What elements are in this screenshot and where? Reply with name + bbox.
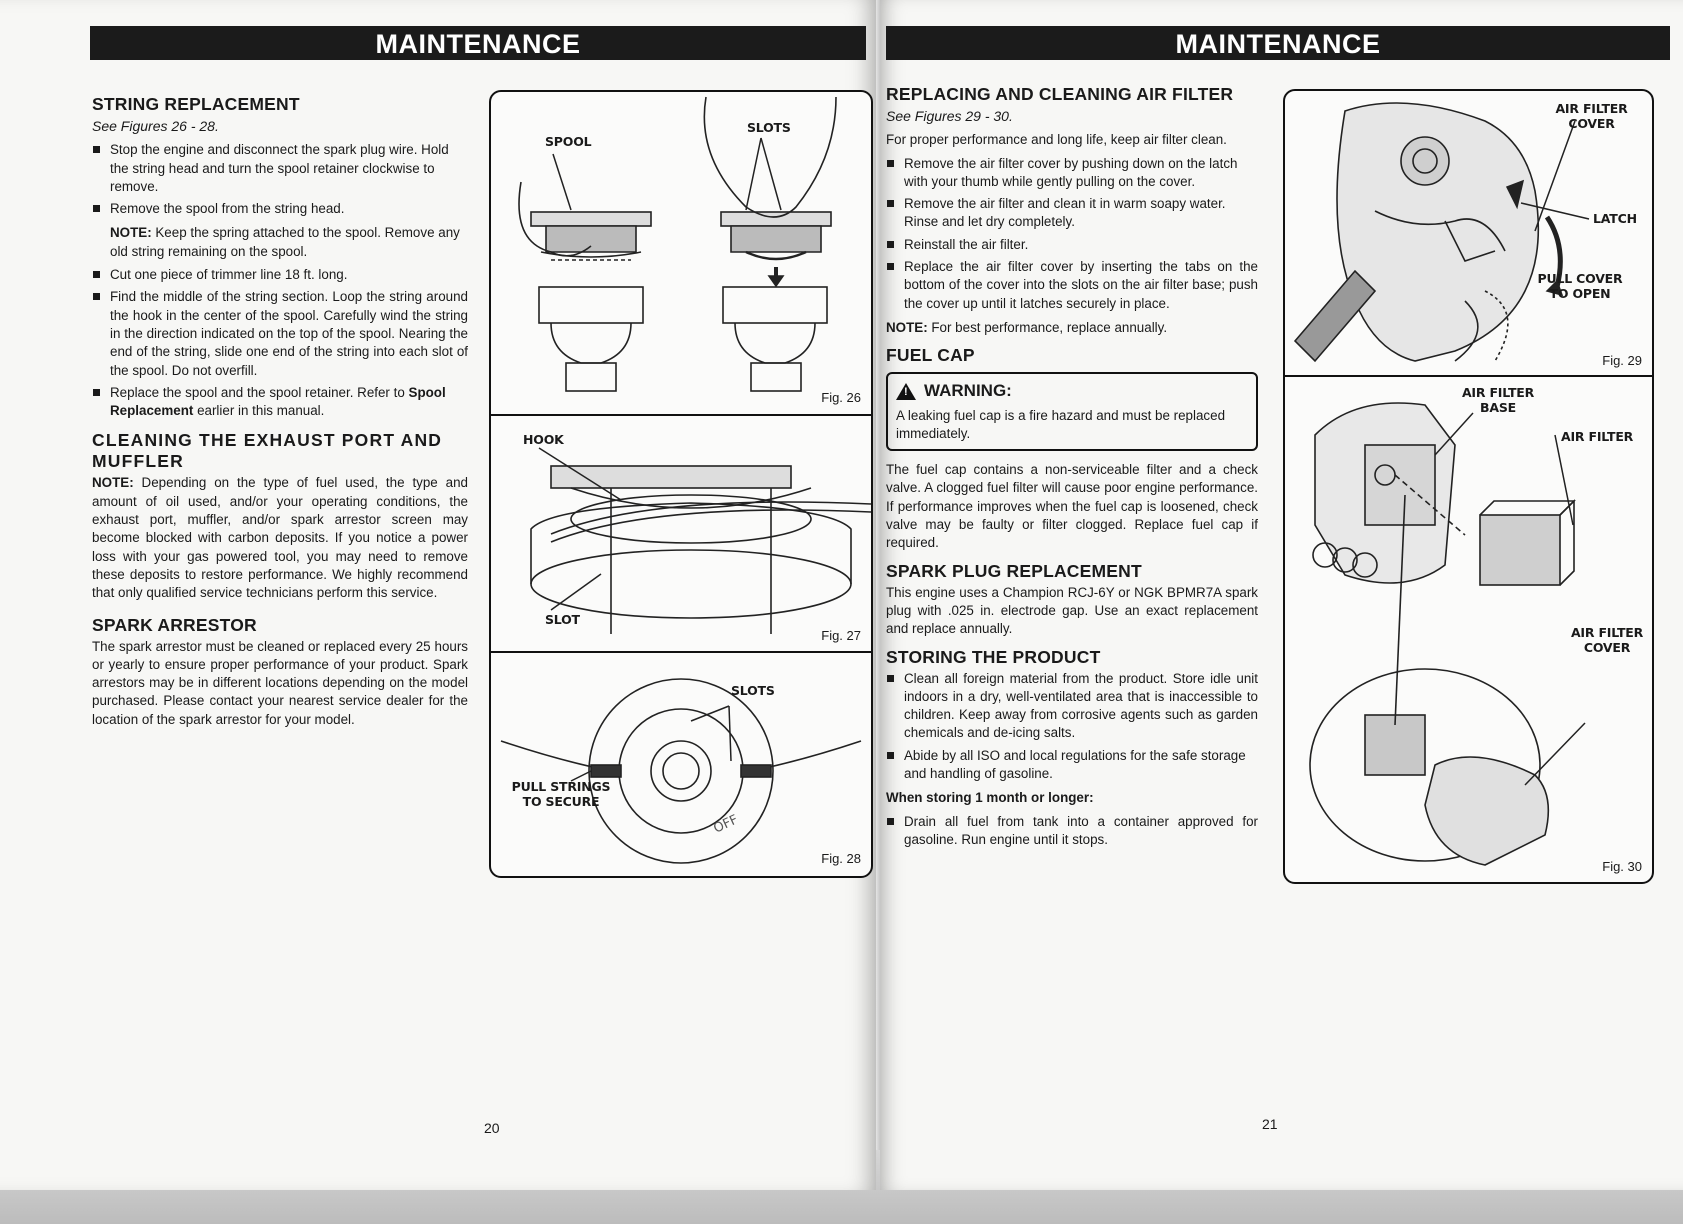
section-title-spark-plug: SPARK PLUG REPLACEMENT <box>886 560 1142 581</box>
warning-header <box>896 382 1248 400</box>
note-label: NOTE: <box>886 319 928 335</box>
figure-label: Fig. 29 <box>1602 353 1642 368</box>
callout-air-filter: AIR FILTER <box>1561 429 1634 444</box>
string-head-diagram <box>491 651 871 876</box>
paragraph: The spark arrestor must be cleaned or replaced every 25 hours or yearly to ensure proper performance of your product. Spark arrestors may be in different locations depending on the model purchased. Please contact your nearest service dealer for the location of the spark arrestor for your model. <box>92 638 468 727</box>
section-title-air-filter: REPLACING AND CLEANING AIR FILTER <box>886 84 1234 104</box>
paragraph: For proper performance and long life, keep air filter clean. <box>886 132 1227 148</box>
list-item-text: Replace the spool and the spool retainer. Refer to <box>110 384 409 400</box>
figure-label: Fig. 30 <box>1602 859 1642 874</box>
note-text: Depending on the type of fuel used, the type and amount of oil used, and/or your operating conditions, the exhaust port, muffler, and/or spark arrestor screen may become blocked with carbon deposits. If you notice a power loss with your gas powered tool, you may need to remove these deposits to restore performance. We highly recommend that only qualified service technicians perform this service. <box>92 475 468 601</box>
figure-box-26-28 <box>489 90 873 878</box>
list-item: Remove the air filter cover by pushing down on the latch with your thumb while gently pulling on the cover. <box>886 155 1258 192</box>
list-item: Remove the air filter and clean it in warm soapy water. Rinse and let dry completely. <box>886 195 1258 232</box>
warning-title: WARNING: <box>924 381 1012 401</box>
note-label: NOTE: <box>110 225 152 241</box>
page-header: MAINTENANCE <box>90 26 866 60</box>
figure-label: Fig. 28 <box>821 851 861 866</box>
note <box>886 319 1258 337</box>
list-item: Abide by all ISO and local regulations for the safe storage and handling of gasoline. <box>886 747 1258 784</box>
bullet-list <box>92 266 468 420</box>
warning-box <box>886 372 1258 451</box>
callout-pull-strings: PULL STRINGS TO SECURE <box>511 779 611 809</box>
callout-latch: LATCH <box>1593 211 1637 226</box>
paragraph: The fuel cap contains a non-serviceable filter and a check valve. A clogged fuel filter will cause poor engine performance. If performance improves when the fuel cap is loosened, check valve may be faulty or filter clogged. Replace fuel cap if required. <box>886 462 1258 551</box>
page-21 <box>880 0 1683 1190</box>
list-item: Stop the engine and disconnect the spark plug wire. Hold the string head and turn the spool retainer clockwise to remove. <box>92 141 468 196</box>
figure-29 <box>1285 91 1652 377</box>
callout-air-filter-base: AIR FILTER BASE <box>1461 385 1535 415</box>
callout-air-filter-cover: AIR FILTER COVER <box>1555 101 1628 131</box>
figure-label: Fig. 27 <box>821 628 861 643</box>
section-title-spark-arrestor: SPARK ARRESTOR <box>92 614 257 635</box>
figure-27 <box>491 414 871 653</box>
air-filter-cover-diagram <box>1285 91 1652 375</box>
bullet-list <box>886 155 1258 313</box>
dial-text: OFF <box>711 812 741 837</box>
figure-reference: See Figures 29 - 30. <box>886 108 1013 124</box>
warning-triangle-icon: ! <box>896 383 916 400</box>
section-title-storing: STORING THE PRODUCT <box>886 646 1101 667</box>
list-item: Drain all fuel from tank into a container approved for gasoline. Run engine until it stops. <box>886 813 1258 850</box>
list-item <box>92 384 468 421</box>
note-text: For best performance, replace annually. <box>927 319 1168 335</box>
page-number: 20 <box>484 1120 500 1136</box>
callout-hook: HOOK <box>523 432 564 447</box>
subheading: When storing 1 month or longer: <box>886 790 1094 806</box>
note <box>92 474 468 602</box>
cross-reference: Spool Replacement <box>110 384 446 419</box>
list-item: Cut one piece of trimmer line 18 ft. long. <box>92 266 468 284</box>
callout-air-filter-cover: AIR FILTER COVER <box>1570 625 1644 655</box>
paragraph: This engine uses a Champion RCJ-6Y or NGK BPMR7A spark plug with .025 in. electrode gap. Use an exact replacement and replace annually. <box>886 584 1258 637</box>
callout-pull-cover: PULL COVER TO OPEN <box>1537 271 1623 301</box>
section-title-exhaust: CLEANING THE EXHAUST PORT AND MUFFLER <box>92 430 443 472</box>
bullet-list <box>92 141 468 218</box>
warning-text: A leaking fuel cap is a fire hazard and must be replaced immediately. <box>896 407 1226 441</box>
section-title-fuel-cap: FUEL CAP <box>886 345 975 366</box>
note <box>92 224 468 261</box>
list-item: Reinstall the air filter. <box>886 236 1258 254</box>
callout-spool: SPOOL <box>545 134 592 149</box>
figure-reference: See Figures 26 - 28. <box>92 118 219 134</box>
figure-label: Fig. 26 <box>821 390 861 405</box>
note-text: Keep the spring attached to the spool. Remove any old string remaining on the spool. <box>110 225 460 259</box>
list-item: Replace the air filter cover by inserting the tabs on the bottom of the cover into the slots on the air filter base; push the cover up until it latches securely in place. <box>886 258 1258 313</box>
note-label: NOTE: <box>92 475 134 491</box>
bullet-list <box>886 670 1258 784</box>
figure-box-29-30 <box>1283 89 1654 884</box>
list-item-text: earlier in this manual. <box>193 403 325 419</box>
figure-26 <box>491 92 871 416</box>
page-number: 21 <box>1262 1116 1278 1132</box>
page-header: MAINTENANCE <box>886 26 1670 60</box>
list-item: Find the middle of the string section. Loop the string around the hook in the center of the spool. Carefully wind the string in the direction indicated on the top of the spool. Nearing the end of the string, slide one end of the string into each slot of the spool. Do not overfill. <box>92 288 468 379</box>
right-text-column <box>886 84 1258 855</box>
figure-30 <box>1285 375 1652 882</box>
list-item: Clean all foreign material from the product. Store idle unit indoors in a dry, well-ventilated area that is inaccessible to children. Keep away from corrosive agents such as garden chemicals and de-icing salts. <box>886 670 1258 743</box>
callout-slot: SLOT <box>545 612 580 627</box>
bullet-list <box>886 813 1258 850</box>
callout-slots: SLOTS <box>747 120 791 135</box>
callout-slots: SLOTS <box>731 683 775 698</box>
section-title-string-replacement: STRING REPLACEMENT <box>92 94 300 114</box>
figure-28 <box>491 651 871 876</box>
list-item: Remove the spool from the string head. <box>92 200 468 218</box>
left-text-column <box>92 94 468 734</box>
